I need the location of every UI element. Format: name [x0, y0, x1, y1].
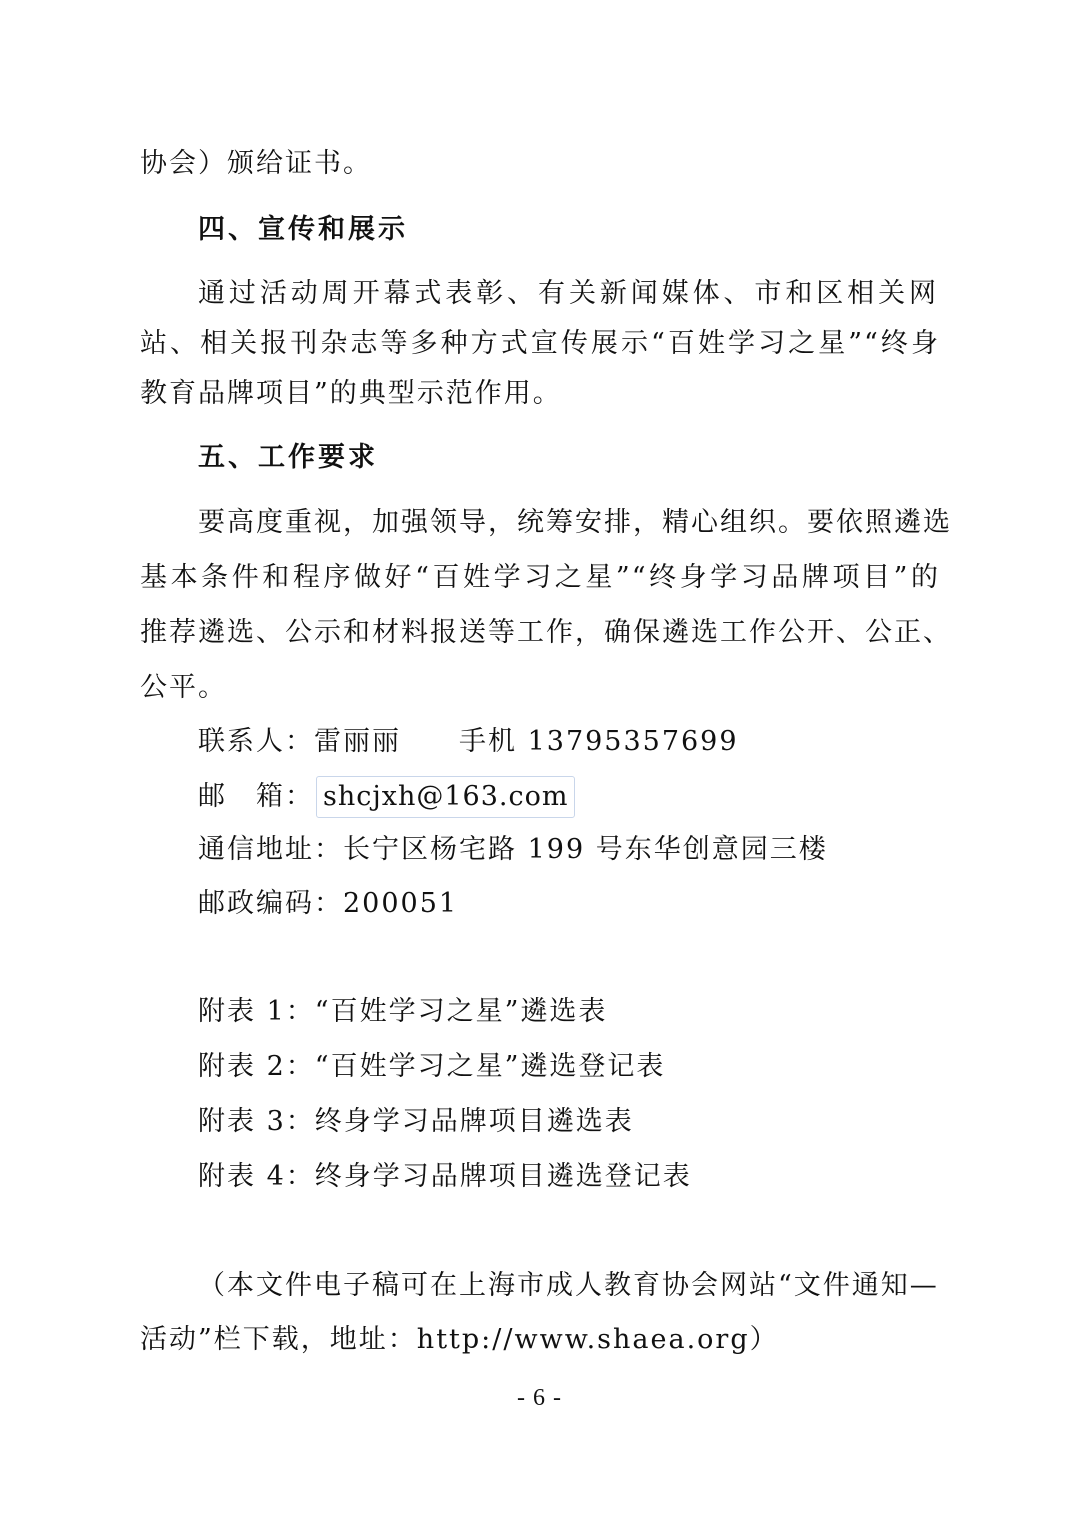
contact-address: 通信地址：长宁区杨宅路 199 号东华创意园三楼 — [198, 834, 828, 865]
contact-postcode: 邮政编码：200051 — [198, 888, 459, 919]
attachment-1: 附表 1：“百姓学习之星”遴选表 — [198, 996, 608, 1027]
section-4-line-2: 站、相关报刊杂志等多种方式宣传展示“百姓学习之星”“终身 — [140, 328, 940, 359]
page-number: - 6 - — [517, 1385, 562, 1411]
note-line-1: （本文件电子稿可在上海市成人教育协会网站“文件通知— — [198, 1270, 939, 1301]
note-line-2: 活动”栏下载，地址：http://www.shaea.org） — [140, 1324, 779, 1355]
section-5-heading: 五、工作要求 — [198, 442, 378, 473]
contact-phone: 手机 13795357699 — [459, 726, 739, 757]
contact-email-row — [198, 776, 575, 818]
attachment-4: 附表 4：终身学习品牌项目遴选登记表 — [198, 1161, 692, 1192]
contact-person: 联系人：雷丽丽 — [198, 726, 401, 757]
previous-paragraph-tail: 协会）颁给证书。 — [140, 148, 372, 179]
email-label: 邮 箱： — [198, 781, 314, 812]
contact-person-row — [198, 724, 739, 760]
section-5-line-2: 基本条件和程序做好“百姓学习之星”“终身学习品牌项目”的 — [140, 562, 940, 593]
section-5-line-3: 推荐遴选、公示和材料报送等工作，确保遴选工作公开、公正、 — [140, 617, 952, 648]
email-link[interactable]: shcjxh@163.com — [316, 776, 575, 818]
section-5-line-1: 要高度重视，加强领导，统筹安排，精心组织。要依照遴选 — [198, 507, 952, 538]
section-5-line-4: 公平。 — [140, 672, 227, 703]
attachment-3: 附表 3：终身学习品牌项目遴选表 — [198, 1106, 634, 1137]
attachment-2: 附表 2：“百姓学习之星”遴选登记表 — [198, 1051, 666, 1082]
section-4-line-3: 教育品牌项目”的典型示范作用。 — [140, 378, 562, 409]
section-4-heading: 四、宣传和展示 — [198, 214, 408, 245]
section-4-line-1: 通过活动周开幕式表彰、有关新闻媒体、市和区相关网 — [198, 278, 938, 309]
